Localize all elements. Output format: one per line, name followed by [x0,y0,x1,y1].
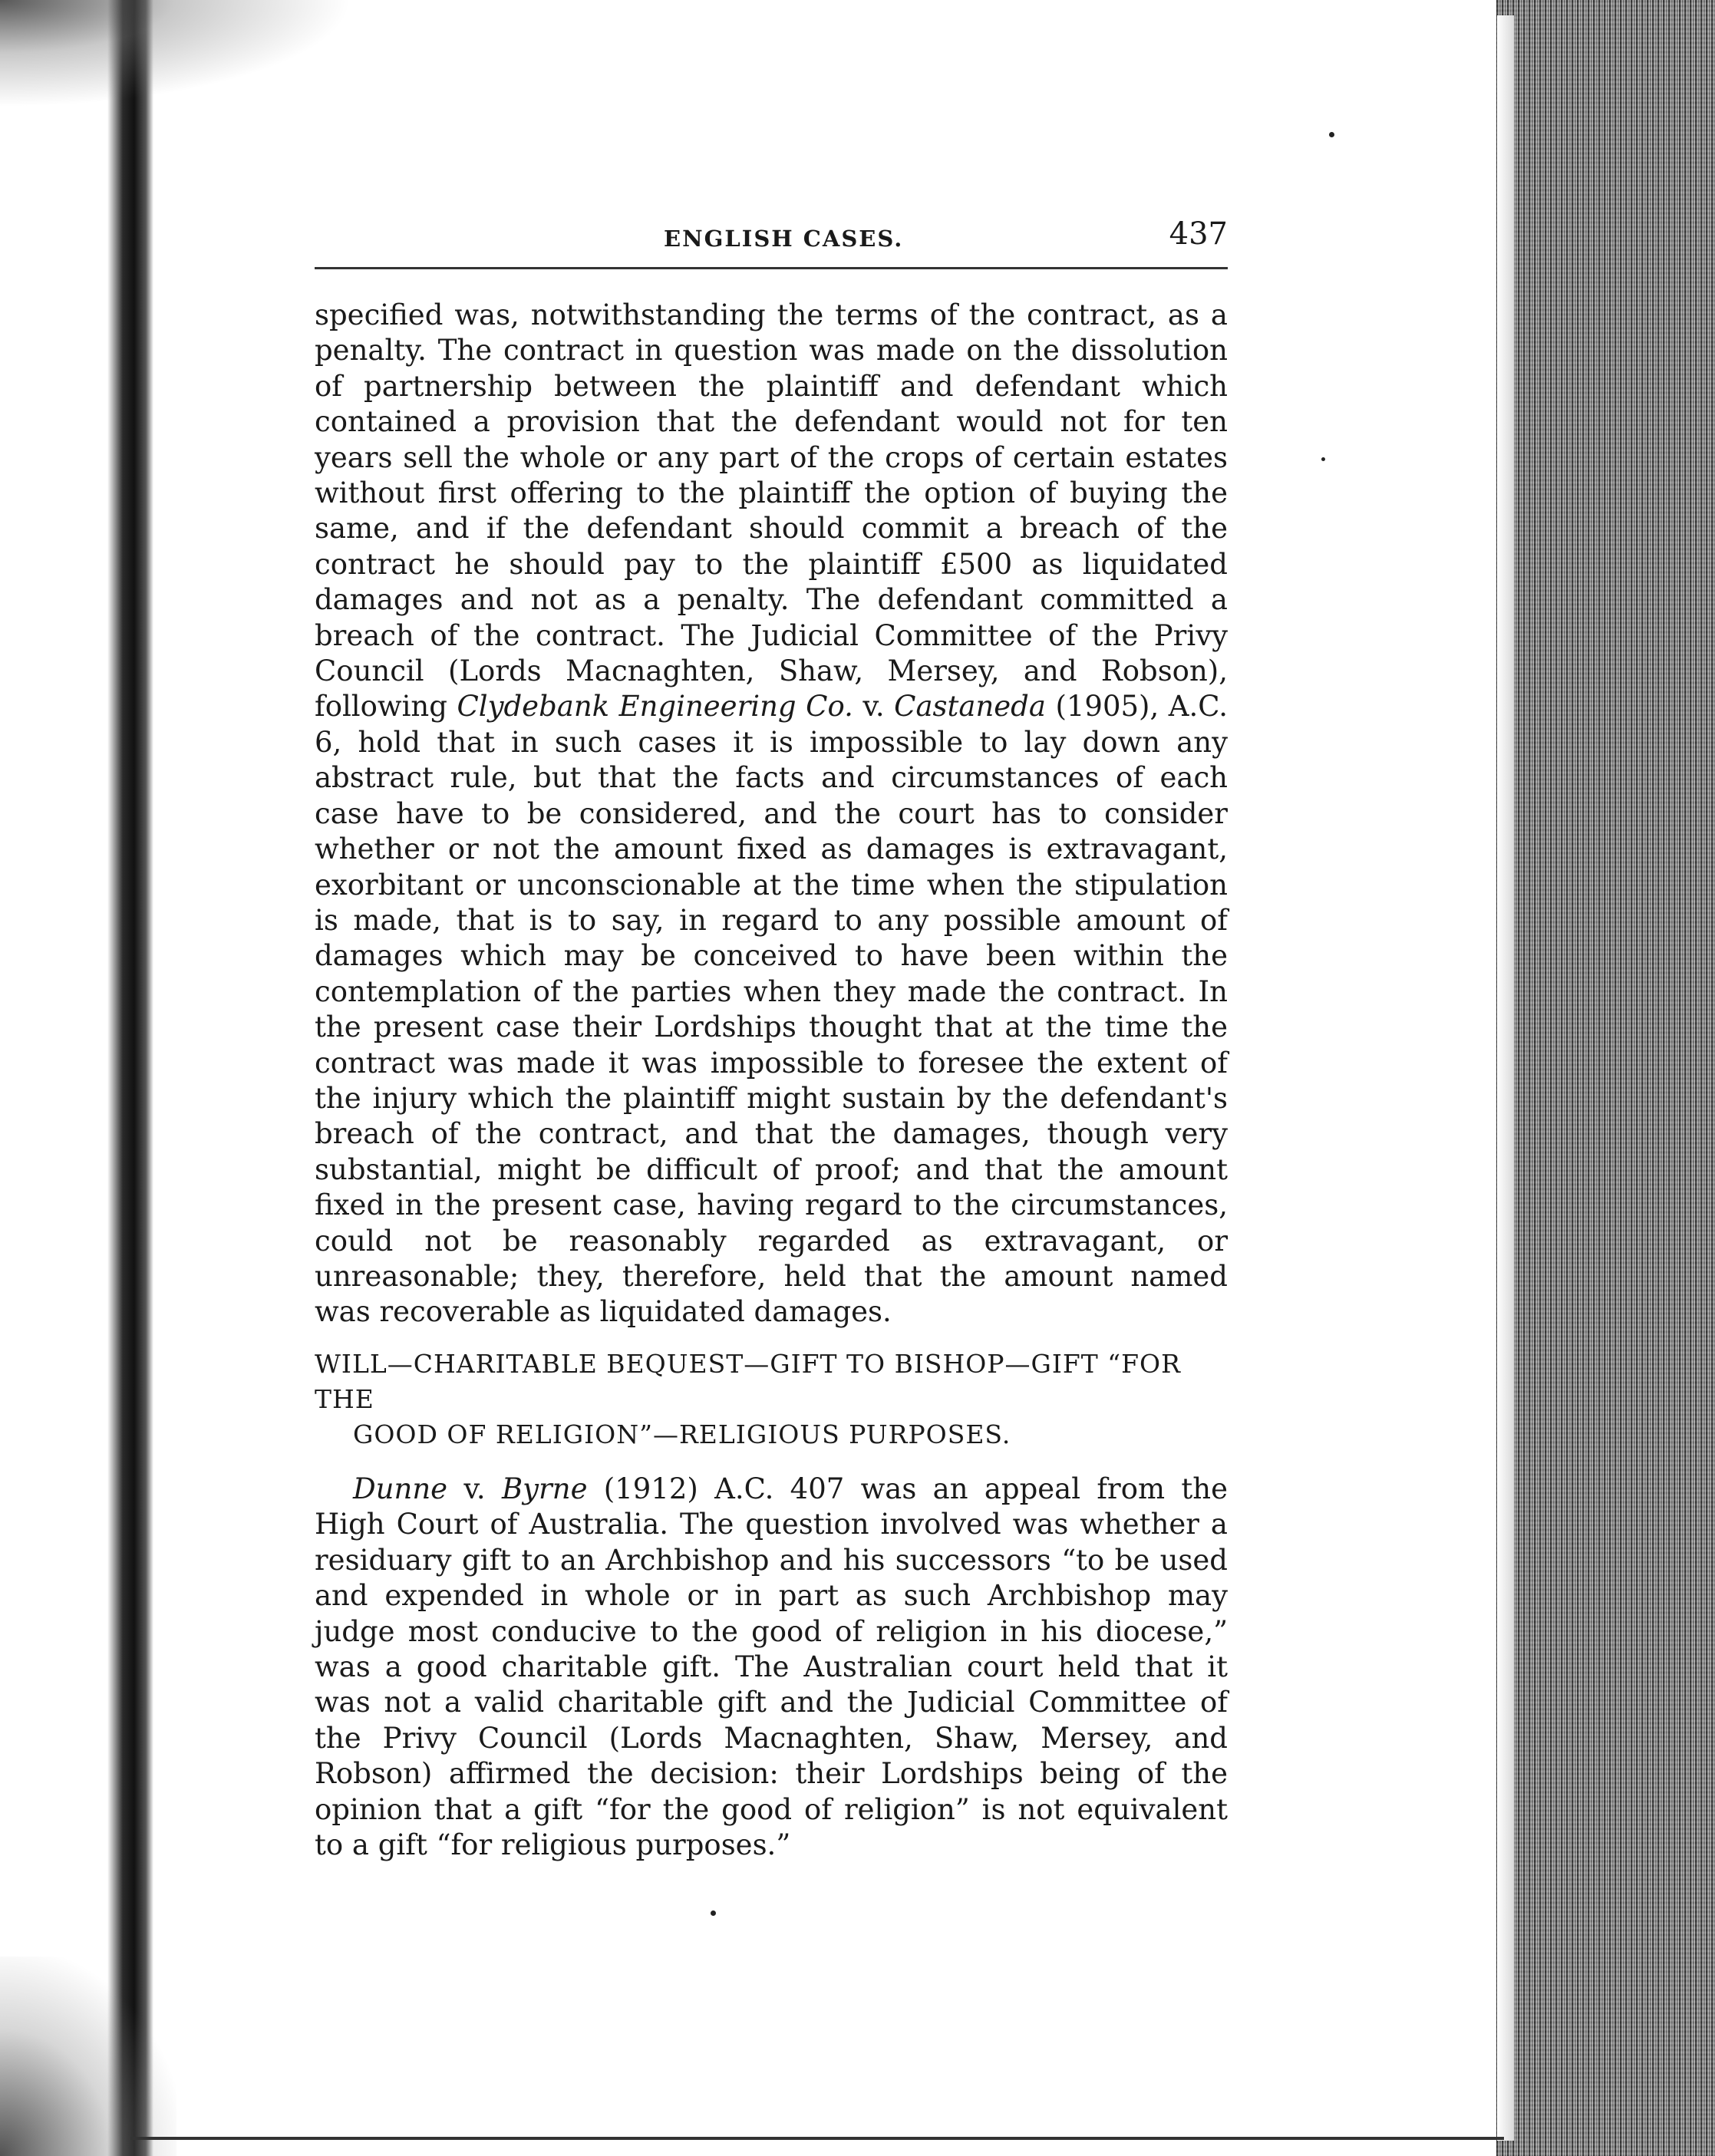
scan-speck [1329,132,1334,137]
header-rule [315,267,1228,269]
paragraph-text: (1912) A.C. 407 was an appeal from the High Court of Australia. The question involved was whether a residuary gift to an Archbishop and his successors “to be used and expended in whole or in part as such Archbishop may judge most conducive to the good of religion in his diocese,” was a good charitable gift. The Australian court held that it was not a valid charitable gift and the Judicial Committee of the Privy Council (Lords Macnaghten, Shaw, Mersey, and Robson) affirmed the decision: their Lordships being of the opinion that a gift “for the good of religion” is not equivalent to a gift “for religious purposes.” [315,1472,1229,1862]
scan-shadow-top [0,0,353,107]
body-paragraph-1 [315,298,1228,1330]
case-versus: v. [853,690,895,724]
section-heading [315,1347,1228,1452]
running-title: ENGLISH CASES. [664,226,904,252]
page-edge-texture [1496,0,1715,2156]
paragraph-text: specified was, notwithstanding the terms of the contract, as a penalty. The contract in question was made on the dissolution of partnership between the plaintiff and defendant which contained a provision that the defendant would not for ten years sell the whole or any part of the crops of certain estates without first offering to the plaintiff the option of buying the same, and if the defendant should commit a breach of the contract he should pay to the plaintiff £500 as liquidated damages and not as a penalty. The defendant committed a breach of the contract. The Judicial Committee of the Privy Council (Lords Macnaghten, Shaw, Mersey, and Robson), following [315,298,1228,724]
case-versus: v. [447,1472,502,1505]
case-name: Byrne [501,1472,588,1505]
heading-line-2: GOOD OF RELIGION”—RELIGIOUS PURPOSES. [353,1419,1011,1449]
case-name: Castaneda [894,690,1046,724]
page-number: 437 [1169,216,1228,252]
running-head [315,216,1228,262]
case-name: Clydebank Engineering Co. [457,690,853,724]
bottom-border [130,2137,1504,2140]
scan-speck [711,1910,716,1916]
paragraph-text: (1905), A.C. 6, hold that in such cases it is impossible to lay down any abstract rule, but that the facts and circumstances of each case have to be considered, and the court has to consider whether or not the amount fixed as damages is extravagant, exorbitant or unconscionable at the time when the stipulation is made, that is to say, in regard to any possible amount of damages which may be conceived to have been within the contemplation of the parties when they made the contract. In the present case their Lordships thought that at the time the contract was made it was impossible to foresee the extent of the injury which the plaintiff might sustain by the defendant's breach of the contract, and that the damages, though very substantial, might be difficult of proof; and that the amount fixed in the present case, having regard to the circumstances, could not be reasonably regarded as extravagant, or unreasonable; they, therefore, held that the amount named was recoverable as liquidated damages. [315,690,1228,1329]
scan-speck [1321,457,1325,461]
page-edge-gutter [1497,15,1514,2141]
heading-line-1: WILL—CHARITABLE BEQUEST—GIFT TO BISHOP—GIFT “FOR THE [315,1349,1181,1414]
scan-shadow-bottom [0,1957,176,2156]
body-paragraph-2 [315,1472,1228,1863]
page-binding-shadow [0,0,153,2156]
case-name: Dunne [353,1472,448,1505]
